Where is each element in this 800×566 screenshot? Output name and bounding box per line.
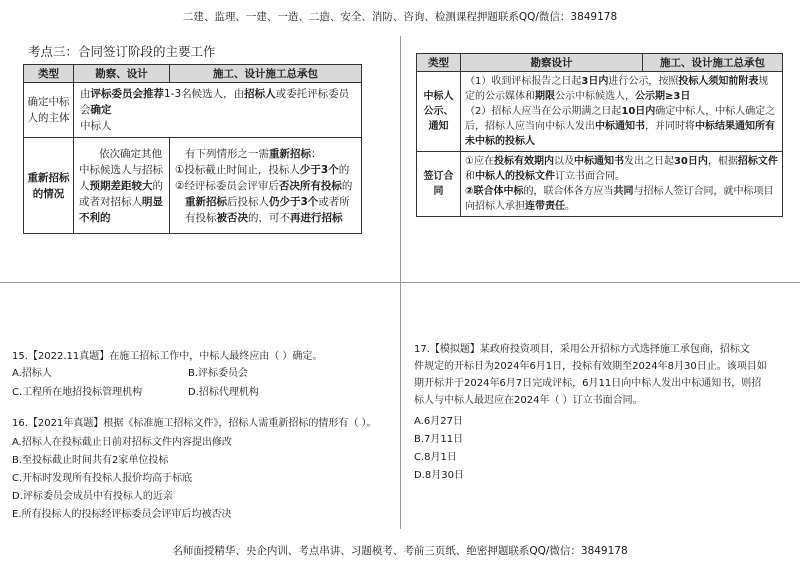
question-17-option-a: A.6月27日 [414,416,463,427]
table-header-cell: 勘察设计 [461,54,643,72]
question-15-option-b: B.评标委员会 [188,368,249,379]
table-header-cell: 施工、设计施工总承包 [170,65,362,83]
question-17-line-1: 17.【模拟题】某政府投资项目，采用公开招标方式选择施工承包商，招标文 [414,344,750,355]
table-row [24,83,362,138]
question-16-option-c: C.开标时发现所有投标人报价均高于标底 [12,473,193,484]
table-header-row [24,65,362,83]
question-15-stem: 15.【2022.11真题】在施工招标工作中，中标人最终应由（ ）确定。 [12,351,323,362]
table-header-row [417,54,783,72]
question-17-option-b: B.7月11日 [414,434,464,445]
row-content-cell: 由评标委员会推荐1-3名候选人，由招标人或委托评标委员会确定 中标人 [74,83,362,138]
right-comparison-table [416,53,783,217]
question-17-option-c: C.8月1日 [414,452,457,463]
question-15-option-d: D.招标代理机构 [188,387,259,398]
page-header: 二建、监理、一建、一造、二造、安全、消防、咨询、检测课程押题联系QQ/微信：3849178 [182,11,618,23]
left-comparison-table [23,64,362,234]
question-17-line-2: 件规定的开标日为2024年6月1日，投标有效期至2024年8月30日止。该项目如 [414,361,767,372]
question-17-line-4: 标人与中标人最迟应在2024年（ ）订立书面合同。 [414,395,643,406]
row-type-cell: 中标人公示、通知 [417,72,461,152]
question-15-option-a: A.招标人 [12,368,52,379]
table-header-cell: 施工、设计施工总承包 [643,54,783,72]
row-divider [0,282,800,283]
table-row [417,152,783,217]
question-16-option-d: D.评标委员会成员中有投标人的近亲 [12,491,173,502]
row-type-cell: 重新招标的情况 [24,138,74,234]
question-16-option-e: E.所有投标人的投标经评标委员会评审后均被否决 [12,509,232,520]
question-17-line-3: 期开标并于2024年6月7日完成评标，6月11日向中标人发出中标通知书，则招 [414,378,762,389]
question-16-option-a: A.招标人在投标截止日前对招标文件内容提出修改 [12,437,232,448]
question-16-option-b: B.至投标截止时间共有2家单位投标 [12,455,169,466]
page-footer: 名师面授精华、央企内训、考点串讲、习题模考、考前三页纸、绝密押题联系QQ/微信：3849178 [172,545,628,557]
section-title: 考点三：合同签订阶段的主要工作 [28,44,216,59]
table-header-cell: 类型 [417,54,461,72]
question-16-stem: 16.【2021年真题】根据《标准施工招标文件》，招标人需重新招标的情形有（ ）。 [12,418,377,429]
construction-cell: 有下列情形之一需重新招标： ①投标截止时间止，投标人少于3个的 ②经评标委员会评审后否决所有投标的 重新招标后投标人仍少于3个或者所有投标被否决的，可不再进行招标 [170,138,362,234]
table-header-cell: 勘察、设计 [74,65,170,83]
row-content-cell: ①应在投标有效期内以及中标通知书发出之日起30日内，根据招标文件和中标人的投标文件订立书面合同。 ②联合体中标的，联合体各方应当共同与招标人签订合同，就中标项目向招标人承担连带责任。 [461,152,783,217]
table-row [417,72,783,152]
question-15-option-c: C.工程所在地招投标管理机构 [12,387,143,398]
table-row [24,138,362,234]
design-cell: 依次确定其他中标候选人与招标人预期差距较大的或者对招标人明显不利的 [74,138,170,234]
question-17-option-d: D.8月30日 [414,470,464,481]
row-type-cell: 签订合同 [417,152,461,217]
row-type-cell: 确定中标人的主体 [24,83,74,138]
table-header-cell: 类型 [24,65,74,83]
row-content-cell: （1）收到评标报告之日起3日内进行公示，按照投标人须知前附表规定的公示媒体和期限公示中标候选人，公示期≥3日 （2）招标人应当在公示期满之日起10日内确定中标人，中标人确定之后，招标人应当向中标人发出中标通知书，并同时将中标结果通知所有未中标的投标人 [461,72,783,152]
